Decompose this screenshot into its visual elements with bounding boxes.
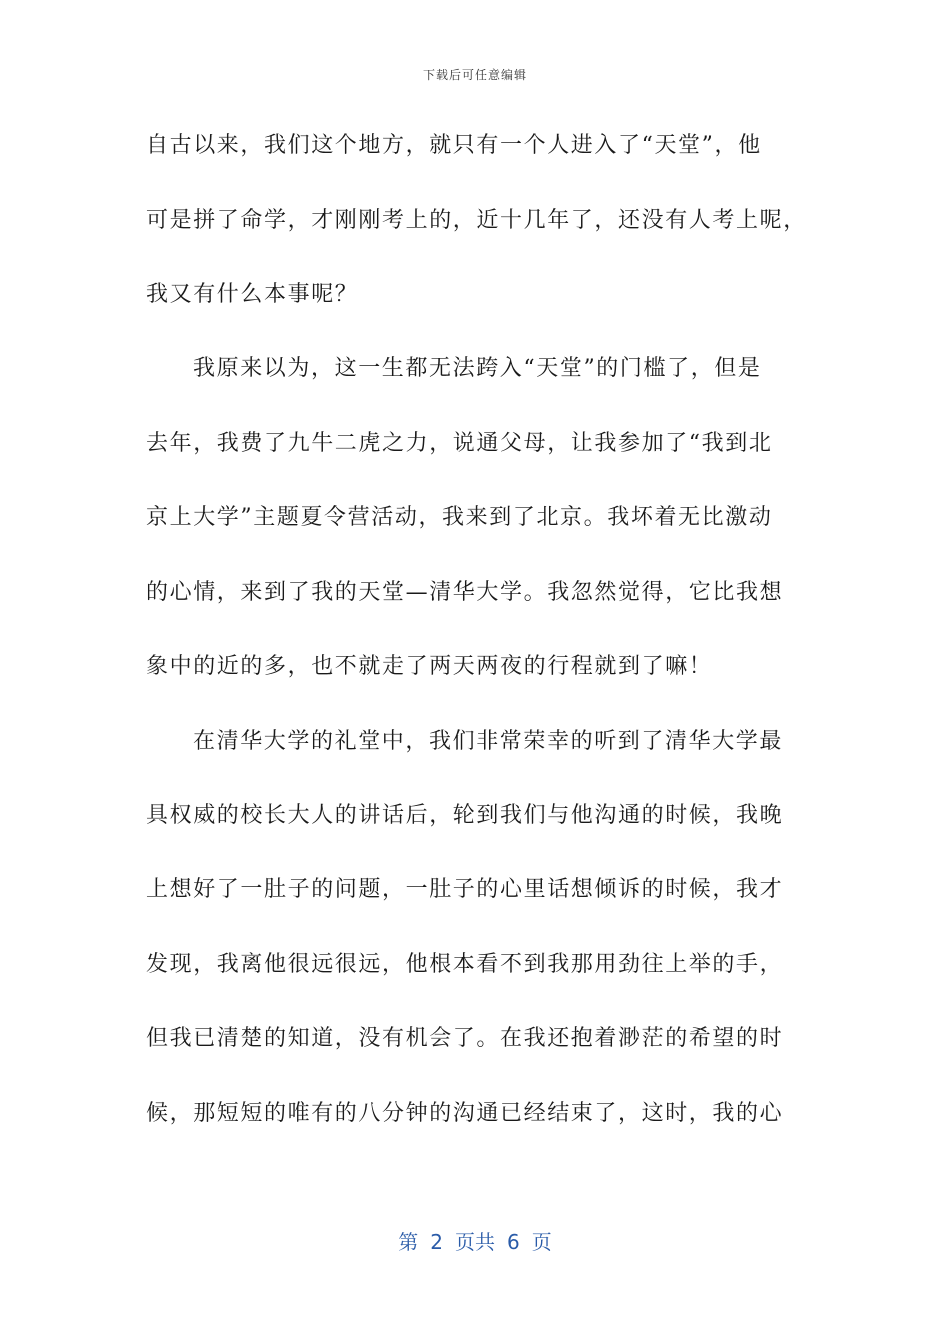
text-line: 具权威的校长大人的讲话后，轮到我们与他沟通的时候，我晚 bbox=[146, 803, 784, 828]
header-note: 下载后可任意编辑 bbox=[422, 68, 527, 82]
text-line: 去年，我费了九牛二虎之力，说通父母，让我参加了“我到北 bbox=[146, 431, 773, 456]
text-line: 象中的近的多，也不就走了两天两夜的行程就到了嘛！ bbox=[146, 654, 713, 679]
text-line: 但我已清楚的知道，没有机会了。在我还抱着渺茫的希望的时 bbox=[146, 1026, 784, 1051]
text-line: 的心情，来到了我的天堂—清华大学。我忽然觉得，它比我想 bbox=[146, 580, 784, 605]
paragraph-start-line: 我原来以为，这一生都无法跨入“天堂”的门槛了，但是 bbox=[193, 356, 762, 381]
page-current: 2 bbox=[430, 1230, 443, 1254]
text-line: 我又有什么本事呢？ bbox=[146, 282, 359, 307]
page-number-footer bbox=[0, 1226, 950, 1255]
text-line: 可是拼了命学，才刚刚考上的，近十几年了，还没有人考上呢， bbox=[146, 208, 807, 233]
paragraph-start-line: 在清华大学的礼堂中，我们非常荣幸的听到了清华大学最 bbox=[193, 729, 784, 754]
text-line: 上想好了一肚子的问题，一肚子的心里话想倾诉的时候，我才 bbox=[146, 877, 784, 902]
text-line: 自古以来，我们这个地方，就只有一个人进入了“天堂”，他 bbox=[146, 133, 762, 158]
page-suffix: 页 bbox=[531, 1230, 552, 1254]
page-mid: 页共 bbox=[455, 1230, 495, 1254]
page-prefix: 第 bbox=[398, 1230, 419, 1254]
text-line: 发现，我离他很远很远，他根本看不到我那用劲往上举的手， bbox=[146, 952, 784, 977]
page-total: 6 bbox=[507, 1230, 520, 1254]
text-line: 京上大学”主题夏令营活动，我来到了北京。我坏着无比激动 bbox=[146, 505, 773, 530]
text-line: 候，那短短的唯有的八分钟的沟通已经结束了，这时，我的心 bbox=[146, 1101, 784, 1126]
